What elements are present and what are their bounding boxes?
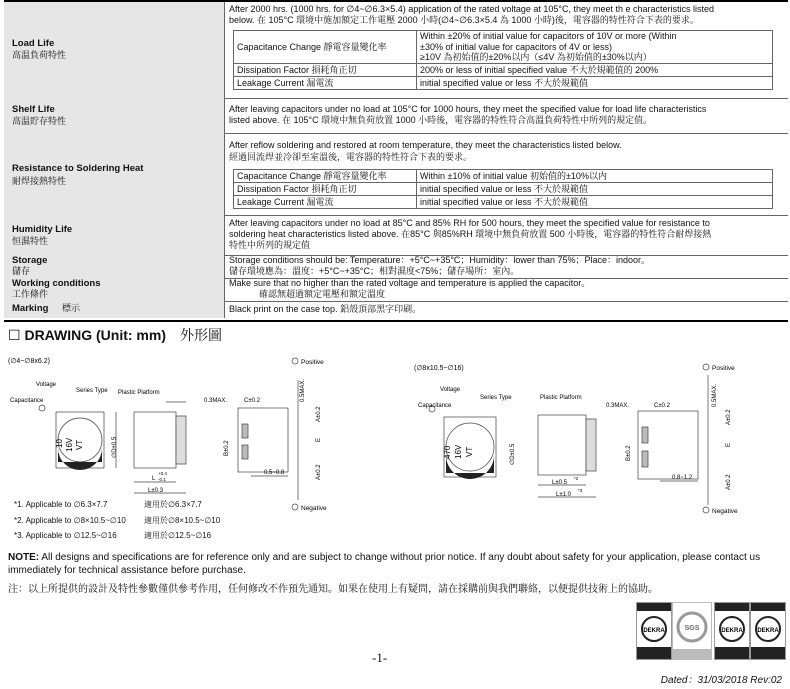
soldering-line-1: After reflow soldering and restored at room temperature, they meet the characteristics listed below. <box>229 140 622 150</box>
drawing-title-cn: 外形圖 <box>180 327 222 343</box>
footnote-2-cn: 適用於∅8×10.5~∅10 <box>144 515 221 525</box>
df-value: 200% or less of initial specified value 不大於規範值的 200% <box>417 64 773 77</box>
lc-label: Leakage Current 漏電流 <box>234 77 417 90</box>
footnote-3 <box>14 528 220 544</box>
right-d05: ∅D±0.5 <box>510 443 516 465</box>
storage-row <box>4 255 788 279</box>
left-lead-upper <box>242 424 248 438</box>
working-label: Working conditions <box>12 278 101 289</box>
cap-change-label: Capacitance Change 靜電容量變化率 <box>234 31 417 64</box>
left-series-type: Series Type <box>76 388 108 394</box>
footnotes <box>14 497 220 544</box>
cert-1-label: DEKRA <box>643 628 665 634</box>
df-label: Dissipation Factor 損耗角正切 <box>234 183 417 196</box>
left-w0508: 0.5~0.8 <box>264 470 285 476</box>
df-label: Dissipation Factor 損耗角正切 <box>234 64 417 77</box>
spec-table <box>4 0 788 322</box>
left-cap-text-3: VT <box>75 439 84 450</box>
cert-badge-1 <box>636 602 672 660</box>
left-b02: B±0.2 <box>224 440 230 456</box>
footnote-1-en: *1. Applicable to ∅6.3×7.7 <box>14 500 108 509</box>
humidity-value <box>229 215 782 255</box>
left-side-view-platform <box>176 416 186 464</box>
soldering-row <box>4 133 788 216</box>
humidity-row <box>4 215 788 256</box>
working-line-2: 確認無超過額定電壓和額定溫度 <box>259 289 386 299</box>
cert-badge-4 <box>750 602 786 660</box>
right-lead-lower <box>642 451 648 467</box>
right-lead-upper <box>642 427 648 443</box>
footnote-3-en: *3. Applicable to ∅12.5~∅16 <box>14 531 117 540</box>
soldering-label-cn: 耐焊接熱特性 <box>12 176 67 186</box>
humidity-line-2: soldering heat characteristics listed above. 在85°C 與85%RH 環境中無負荷放置 500 小時後，電容器的特性符合耐焊接熱 <box>229 229 712 239</box>
cap-change-value <box>417 31 773 64</box>
drawing-title-text: DRAWING (Unit: mm) <box>24 327 166 343</box>
left-max05: 0.5MAX. <box>300 378 306 402</box>
right-e: E <box>726 442 732 447</box>
marking-row <box>4 301 788 318</box>
right-b02: B±0.2 <box>626 445 632 461</box>
right-l05: L±0.5 <box>552 480 567 486</box>
left-cap-text-1: 10 <box>55 439 64 448</box>
shelf-life-label-cn: 高温貯存特性 <box>12 116 67 126</box>
working-value <box>229 278 782 301</box>
left-l-tol-sub: -0.1 <box>158 477 166 482</box>
left-e: E <box>316 437 322 442</box>
right-positive: Positive <box>712 365 735 372</box>
left-voltage: Voltage <box>36 382 57 388</box>
row-label-cell <box>4 215 225 255</box>
right-w0812: 0.8~1.2 <box>672 475 693 481</box>
left-max03: 0.3MAX. <box>204 398 228 404</box>
right-lead-view-body <box>638 411 698 479</box>
row-label-cell <box>4 2 225 98</box>
right-voltage: Voltage <box>440 387 461 393</box>
storage-label-cn: 儲存 <box>12 266 31 276</box>
left-side-view-body <box>134 412 176 468</box>
working-row <box>4 278 788 302</box>
cap-change-label: Capacitance Change 靜電容量變化率 <box>234 170 417 183</box>
humidity-line-3: 特性中所列的規定值 <box>229 240 311 250</box>
marking-label: Marking <box>12 303 49 314</box>
left-positive: Positive <box>301 359 324 366</box>
left-plastic: Plastic Platform <box>118 390 160 396</box>
right-side-view-body <box>538 415 586 475</box>
load-life-label-cn: 高温負荷特性 <box>12 50 67 60</box>
note-en <box>8 551 783 577</box>
marking-value <box>229 301 782 318</box>
cap-change-v3: ≥10V 為初始值的±20%以内（≤4V 為初始值的±30%以内） <box>420 52 652 63</box>
footnote-2-en: *2. Applicable to ∅8×10.5~∅10 <box>14 515 126 525</box>
cert-4-label: DEKRA <box>757 628 779 634</box>
right-plastic: Plastic Platform <box>540 395 582 401</box>
left-l-tol-sup: +0.4 <box>158 471 167 476</box>
soldering-line-2: 經過回流焊並冷卻至室溫後，電容器的特性符合下表的要求。 <box>229 152 473 162</box>
lc-value: initial specified value or less 不大於規範值 <box>417 77 773 90</box>
right-a02b: A±0.2 <box>726 474 732 490</box>
left-a02: A±0.2 <box>316 406 322 422</box>
cap-change-v2: ±30% of initial value for capacitors of 4V or less) <box>420 41 613 52</box>
humidity-label-cn: 恒濕特性 <box>12 236 49 246</box>
row-label-cell <box>4 98 225 133</box>
note-label: NOTE: <box>8 552 40 563</box>
lc-value: initial specified value or less 不大於規範值 <box>417 196 773 209</box>
dated-revision: Dated：31/03/2018 Rev:02 <box>660 675 782 686</box>
cert-badge-3 <box>714 602 750 660</box>
left-l03: L±0.3 <box>148 488 163 494</box>
soldering-subtable <box>233 169 773 209</box>
left-lead-lower <box>242 445 248 459</box>
right-cap-text-2: 16V <box>454 444 463 459</box>
row-label-cell <box>4 301 225 318</box>
drawing-title <box>8 325 222 345</box>
load-life-intro-2: below. 在 105°C 環境中施加額定工作電壓 2000 小時(∅4~∅6.3×5.4 為 1000 小時)後，電容器的特性符合下表的要求。 <box>229 15 699 25</box>
shelf-life-row <box>4 98 788 134</box>
right-side-view-platform <box>586 419 596 471</box>
left-negative: Negative <box>301 505 327 512</box>
right-l10-sup: *3 <box>578 488 583 493</box>
cap-change-value: Within ±10% of initial value 初始值的±10%以内 <box>417 170 773 183</box>
cert-2-label: SGS <box>684 625 700 632</box>
right-cap-text-3: VT <box>465 446 474 457</box>
working-label-cn: 工作條件 <box>12 289 49 299</box>
right-cap-text-1: 470 <box>443 445 452 459</box>
checkbox-square-icon: ☐ <box>8 327 21 343</box>
lc-label: Leakage Current 漏電流 <box>234 196 417 209</box>
left-capacitance: Capacitance <box>10 398 44 404</box>
shelf-life-value <box>229 98 782 133</box>
marking-label-cn: 標示 <box>62 303 81 313</box>
left-d05: ∅D±0.5 <box>112 436 118 458</box>
left-cap-text-2: 16V <box>65 437 74 452</box>
cap-change-v1: Within ±20% of initial value for capacitors of 10V or more (Within <box>420 31 677 42</box>
note-cn: 注：以上所提供的設計及特性參數僅供參考作用，任何修改不作預先通知。如果在使用上有疑問，請在採購前與我們聯絡，以便提供技術上的協助。 <box>8 584 658 595</box>
load-life-intro-1: After 2000 hrs. (1000 hrs. for ∅4~∅6.3×5.4) application of the rated voltage at 105°C, they meet th e characteristics listed <box>229 4 715 14</box>
footnote-2 <box>14 513 220 529</box>
right-max03: 0.3MAX. <box>606 403 630 409</box>
left-c02: C±0.2 <box>244 398 260 404</box>
dekra-logo-icon <box>637 603 671 659</box>
left-a02b: A±0.2 <box>316 464 322 480</box>
right-l05-sup: *2 <box>574 476 579 481</box>
note-text: All designs and specifications are for reference only and are subject to change without prior notice. If any doubt about safety for your application, please contact us immediately for technical assistance before purchase. <box>8 552 761 576</box>
left-l-tol: L <box>152 476 156 482</box>
dekra-logo-icon <box>751 603 785 659</box>
load-life-row <box>4 2 788 99</box>
right-range: (∅8x10.5~∅16) <box>414 365 464 372</box>
humidity-label: Humidity Life <box>12 224 73 235</box>
marking-line-1: Black print on the case top. 鋁殼頂部黑字印刷。 <box>229 304 422 314</box>
cert-3-label: DEKRA <box>721 628 743 634</box>
shelf-life-line-2: listed above. 在 105°C 環境中無負荷放置 1000 小時後，電容器的特性符合高溫負荷特性中所列的規定值。 <box>229 115 653 125</box>
humidity-line-1: After leaving capacitors under no load at 85°C and 85% RH for 500 hours, they meet the specified value for resistance to <box>229 218 710 228</box>
drawing-right <box>410 355 785 525</box>
row-label-cell <box>4 133 225 215</box>
shelf-life-label: Shelf Life <box>12 104 55 115</box>
page-number: -1- <box>372 650 388 665</box>
load-life-value <box>229 2 782 98</box>
storage-label: Storage <box>12 255 48 266</box>
right-a02: A±0.2 <box>726 409 732 425</box>
soldering-label: Resistance to Soldering Heat <box>12 163 144 174</box>
footnote-1-cn: 適用於∅6.3×7.7 <box>144 500 202 509</box>
load-life-label: Load Life <box>12 38 55 49</box>
storage-line-2: 儲存環境應為：溫度：+5°C~+35°C；相對濕度<75%；儲存場所：室內。 <box>229 266 520 276</box>
cert-badge-2 <box>672 602 712 660</box>
storage-line-1: Storage conditions should be: Temperature：+5°C~+35°C；Humidity：lower than 75%；Place：indoor。 <box>229 255 651 265</box>
shelf-life-line-1: After leaving capacitors under no load at 105°C for 1000 hours, they meet the specified value for load life characteristics <box>229 104 707 114</box>
right-series-type: Series Type <box>480 395 512 401</box>
footnote-3-cn: 適用於∅12.5~∅16 <box>144 531 212 540</box>
row-label-cell <box>4 255 225 278</box>
load-life-subtable <box>233 30 773 90</box>
df-value: initial specified value or less 不大於規範值 <box>417 183 773 196</box>
dekra-logo-icon <box>715 603 749 659</box>
left-range: (∅4~∅8x6.2) <box>8 358 50 365</box>
left-lead-view-body <box>238 408 288 472</box>
footnote-1 <box>14 497 220 513</box>
soldering-value <box>229 133 782 215</box>
row-label-cell <box>4 278 225 301</box>
working-line-1: Make sure that no higher than the rated voltage and temperature is applied the capacitor。 <box>229 278 591 288</box>
right-c02: C±0.2 <box>654 403 670 409</box>
right-capacitance: Capacitance <box>418 403 452 409</box>
right-negative: Negative <box>712 508 738 515</box>
right-max05: 0.5MAX. <box>712 383 718 407</box>
sgs-logo-icon <box>673 603 711 659</box>
right-l10: L±1.0 <box>556 492 571 498</box>
storage-value <box>229 255 782 278</box>
